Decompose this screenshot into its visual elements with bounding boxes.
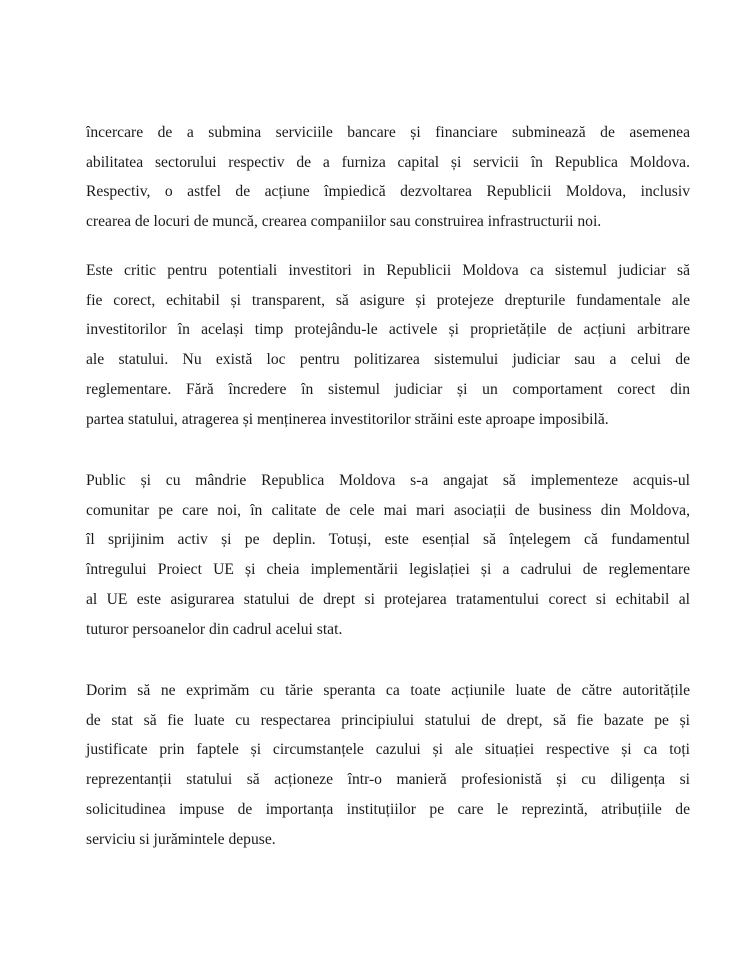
- paragraph-1: [86, 118, 690, 237]
- text-line: Public și cu mândrie Republica Moldova s-a angajat să implementeze acquis-ul: [86, 472, 690, 489]
- text-line: comunitar pe care noi, în calitate de cele mai mari asociații de business din Moldova,: [86, 501, 690, 519]
- text-line: crearea de locuri de muncă, crearea companiilor sau construirea infrastructurii noi.: [86, 213, 602, 231]
- text-line: Este critic pentru potentiali investitori in Republicii Moldova ca sistemul judiciar să: [86, 262, 690, 279]
- paragraph-3: [86, 466, 690, 644]
- text-line: Respectiv, o astfel de acțiune împiedică dezvoltarea Republicii Moldova, inclusiv: [86, 183, 690, 201]
- text-line: îl sprijinim activ și pe deplin. Totuși, este esențial să înțelegem că fundamentul: [86, 531, 690, 549]
- text-line: Dorim să ne exprimăm cu tărie speranta ca toate acțiunile luate de către autoritățile: [86, 682, 690, 699]
- text-line: serviciu si jurămintele depuse.: [86, 830, 276, 848]
- text-line: solicitudinea impuse de importanța instituțiilor pe care le reprezintă, atribuțiile de: [86, 800, 690, 818]
- text-line: investitorilor în același timp protejându-le activele și proprietățile de acțiuni arbitrare: [86, 321, 690, 339]
- text-line: reglementare. Fără încredere în sistemul judiciar și un comportament corect din: [86, 380, 690, 398]
- text-line: de stat să fie luate cu respectarea principiului statului de drept, să fie bazate pe și: [86, 711, 690, 729]
- text-line: reprezentanții statului să acționeze într-o manieră profesionistă și cu diligența si: [86, 771, 690, 789]
- text-line: fie corect, echitabil și transparent, să asigure și protejeze drepturile fundamentale ale: [86, 291, 690, 309]
- text-line: abilitatea sectorului respectiv de a furniza capital și servicii în Republica Moldova.: [86, 153, 690, 171]
- text-line: încercare de a submina serviciile bancare și financiare subminează de asemenea: [86, 124, 690, 141]
- text-line: întregului Proiect UE și cheia implementării legislației și a cadrului de reglementare: [86, 561, 690, 579]
- text-line: partea statului, atragerea și menținerea investitorilor străini este aproape imposibilă.: [86, 410, 609, 428]
- paragraph-4: [86, 676, 690, 854]
- paragraph-2: [86, 256, 690, 434]
- text-line: ale statului. Nu există loc pentru politizarea sistemului judiciar sau a celui de: [86, 351, 690, 369]
- text-line: tuturor persoanelor din cadrul acelui stat.: [86, 620, 343, 638]
- text-line: justificate prin faptele și circumstanțele cazului și ale situației respective și ca toți: [86, 741, 690, 759]
- text-line: al UE este asigurarea statului de drept si protejarea tratamentului corect si echitabil al: [86, 590, 690, 608]
